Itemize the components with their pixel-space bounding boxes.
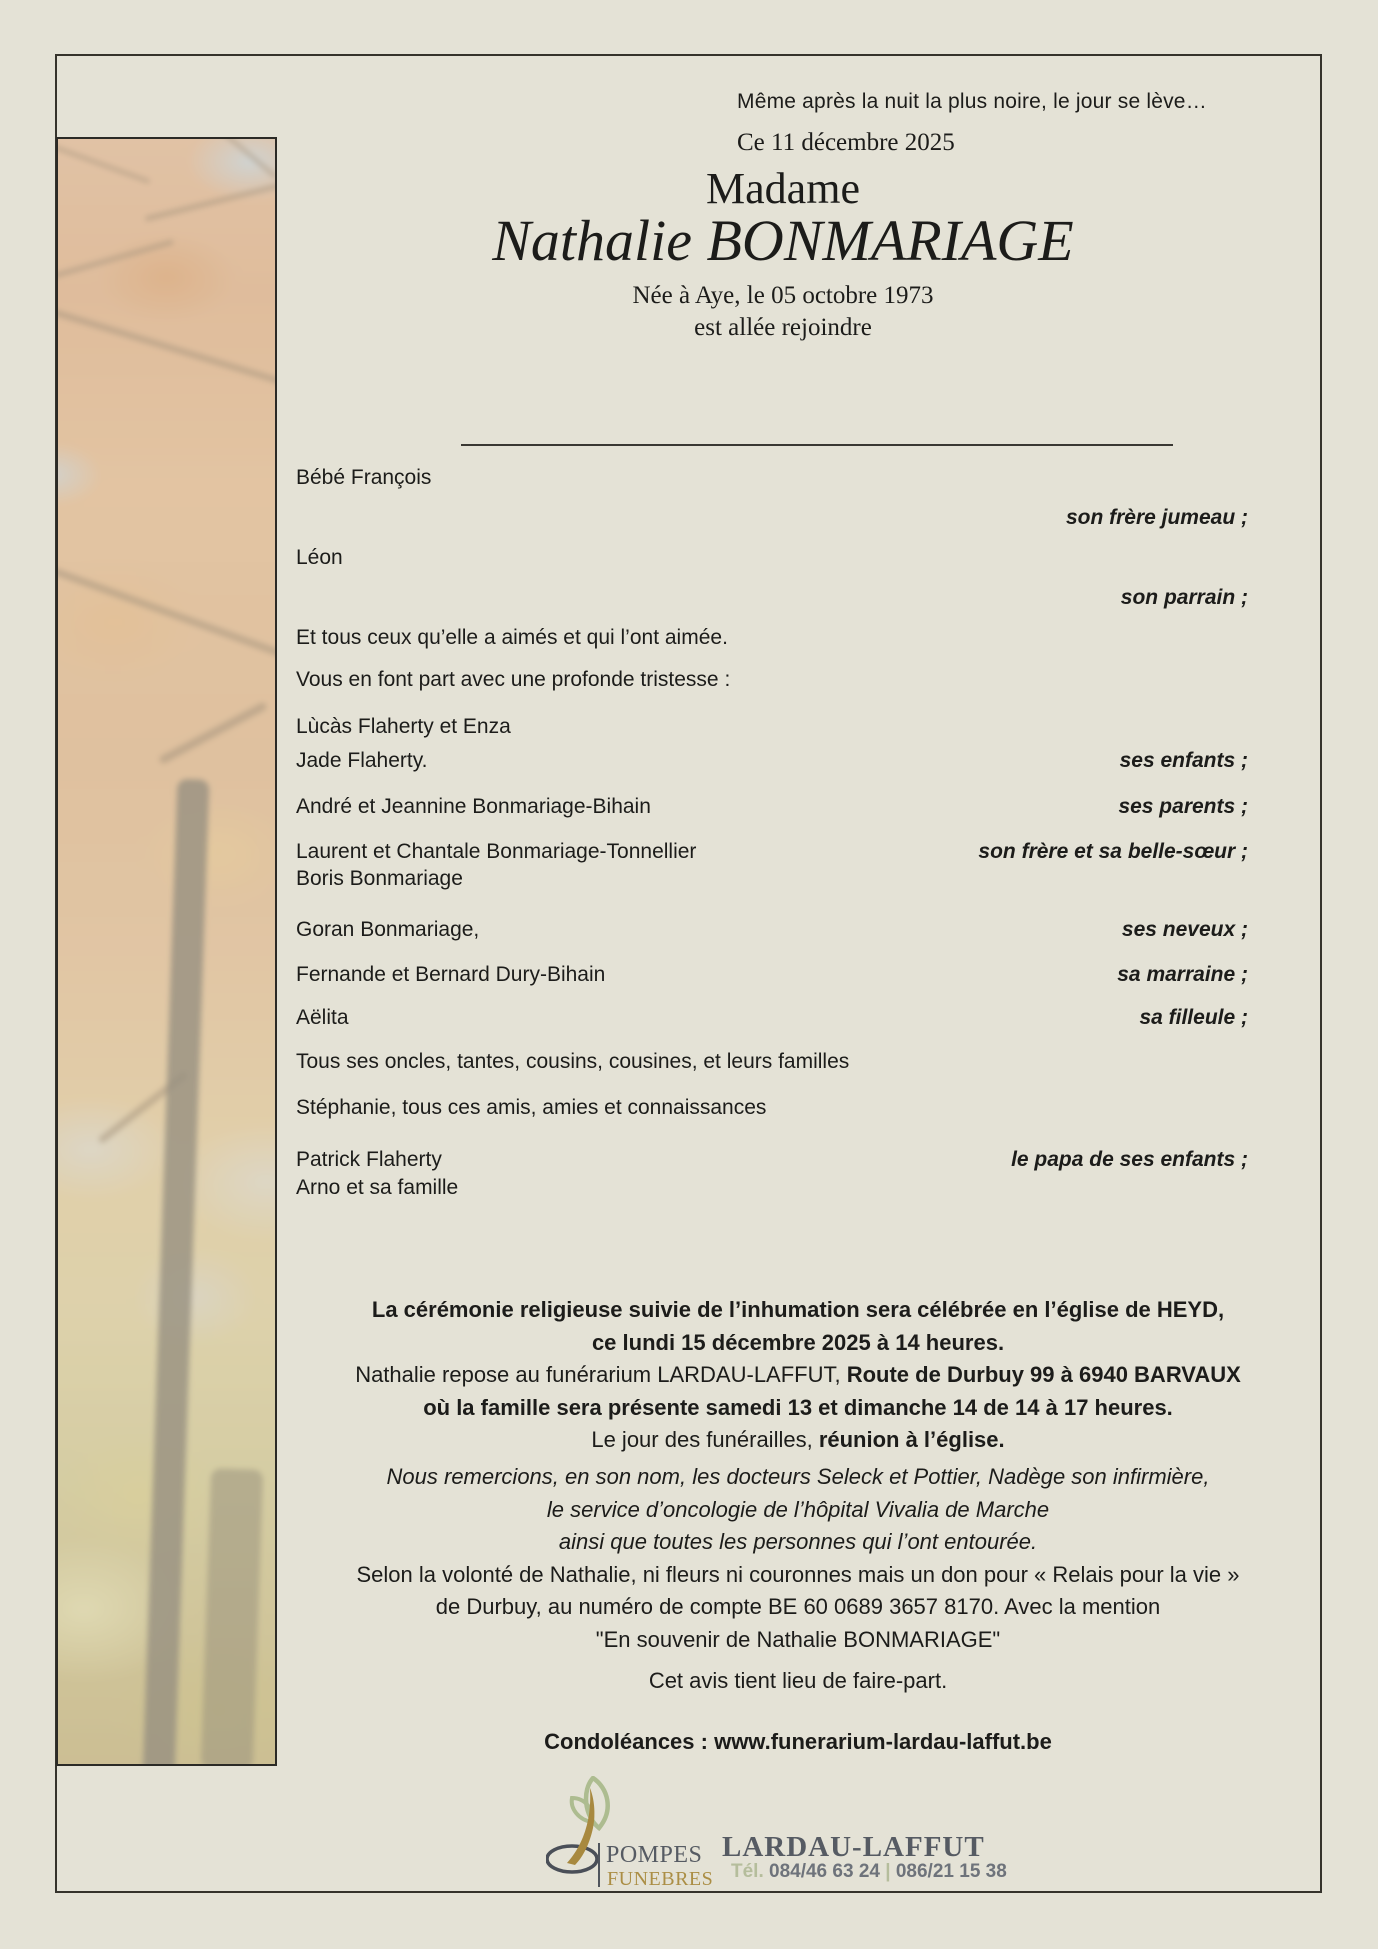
birth-line: Née à Aye, le 05 octobre 1973 xyxy=(632,282,934,309)
family-line xyxy=(296,581,1248,615)
family-line xyxy=(296,1091,1248,1125)
family-line xyxy=(296,1001,1248,1035)
phone-label: Tél. xyxy=(731,1861,764,1882)
family-line xyxy=(296,663,1248,697)
logo-funebres-label: FUNEBRES xyxy=(607,1868,714,1890)
ceremony-text: Le jour des funérailles, xyxy=(591,1427,819,1453)
family-name-text: Bébé François xyxy=(296,466,432,489)
ceremony-line: ce lundi 15 décembre 2025 à 14 heures. xyxy=(591,1329,1005,1355)
family-line xyxy=(296,790,1248,824)
honorific: Madame xyxy=(706,164,860,213)
family-line xyxy=(296,710,1248,744)
opening-quote: Même après la nuit la plus noire, le jour se lève… xyxy=(737,90,1207,113)
family-name-text: Léon xyxy=(296,546,343,569)
family-line xyxy=(296,862,1248,896)
family-line xyxy=(296,621,1248,655)
relation-label: sa filleule ; xyxy=(1139,1006,1248,1029)
relation-label: son parrain ; xyxy=(1120,586,1248,609)
family-name-text: Fernande et Bernard Dury-Bihain xyxy=(296,963,606,986)
thanks-line: ainsi que toutes les personnes qui l’ont entourée. xyxy=(558,1529,1038,1555)
ceremony-text-bold: Route de Durbuy 99 à 6940 BARVAUX xyxy=(846,1362,1241,1388)
relation-label: son frère jumeau ; xyxy=(1065,506,1248,529)
family-name-text: Tous ses oncles, tantes, cousins, cousines, et leurs familles xyxy=(296,1050,850,1073)
relation-label: le papa de ses enfants ; xyxy=(1011,1148,1248,1171)
logo-pompes-label: POMPES xyxy=(606,1842,703,1868)
family-line xyxy=(296,913,1248,947)
phone-number-2: 086/21 15 38 xyxy=(895,1861,1007,1882)
family-name-text: Jade Flaherty. xyxy=(296,749,428,772)
family-name-text: Patrick Flaherty xyxy=(296,1148,442,1171)
family-name-text: Lùcàs Flaherty et Enza xyxy=(296,715,511,738)
family-name-text: André et Jeannine Bonmariage-Bihain xyxy=(296,795,651,818)
ceremony-line: Cet avis tient lieu de faire-part. xyxy=(648,1667,948,1693)
relation-label: ses neveux ; xyxy=(1121,918,1248,941)
family-line xyxy=(296,1045,1248,1079)
relation-label: son frère et sa belle-sœur ; xyxy=(978,840,1248,863)
phone-number-1: 084/46 63 24 xyxy=(769,1861,880,1882)
divider-line xyxy=(461,444,1173,446)
family-line xyxy=(296,958,1248,992)
family-name-text: Goran Bonmariage, xyxy=(296,918,480,941)
ceremony-line: où la famille sera présente samedi 13 et dimanche 14 de 14 à 17 heures. xyxy=(423,1394,1173,1420)
ceremony-line: La cérémonie religieuse suivie de l’inhumation sera célébrée en l’église de HEYD, xyxy=(371,1297,1225,1322)
ceremony-text: Nathalie repose au funérarium LARDAU-LAFFUT, xyxy=(355,1362,847,1388)
logo-divider-line xyxy=(598,1843,600,1887)
ceremony-notice xyxy=(278,1294,1318,1697)
family-line xyxy=(296,541,1248,575)
family-line xyxy=(296,501,1248,535)
family-name-text: Arno et sa famille xyxy=(296,1176,459,1199)
ceremony-text-bold: réunion à l’église. xyxy=(818,1427,1005,1453)
family-name-text: Boris Bonmariage xyxy=(296,867,463,890)
joined-line: est allée rejoindre xyxy=(694,314,872,341)
autumn-trees-photo xyxy=(56,137,277,1766)
family-line xyxy=(296,461,1248,495)
thanks-line: le service d’oncologie de l’hôpital Vivalia de Marche xyxy=(546,1496,1050,1522)
photo-wash-overlay xyxy=(58,139,275,1764)
family-name-text: Aëlita xyxy=(296,1006,349,1029)
ceremony-line xyxy=(278,1359,1318,1392)
condolences-line: Condoléances : www.funerarium-lardau-laffut.be xyxy=(544,1729,1052,1754)
thanks-line: Nous remercions, en son nom, les docteurs Seleck et Pottier, Nadège son infirmière, xyxy=(386,1463,1210,1489)
ceremony-line xyxy=(278,1424,1318,1457)
date-line: Ce 11 décembre 2025 xyxy=(737,129,955,156)
deceased-name: Nathalie BONMARIAGE xyxy=(492,208,1074,273)
family-name-text: Et tous ceux qu’elle a aimés et qui l’ont aimée. xyxy=(296,626,728,649)
ceremony-line: de Durbuy, au numéro de compte BE 60 0689 3657 8170. Avec la mention xyxy=(435,1594,1161,1620)
family-line xyxy=(296,744,1248,778)
phone-line xyxy=(731,1861,1007,1883)
ceremony-line: "En souvenir de Nathalie BONMARIAGE" xyxy=(595,1626,1001,1652)
ceremony-line: Selon la volonté de Nathalie, ni fleurs ni couronnes mais un don pour « Relais pour la vie » xyxy=(356,1561,1240,1587)
phone-separator: | xyxy=(885,1861,891,1882)
family-name-text: Vous en font part avec une profonde tristesse : xyxy=(296,668,731,691)
family-line xyxy=(296,1171,1248,1205)
funeral-home-name: LARDAU-LAFFUT xyxy=(722,1831,985,1863)
family-name-text: Stéphanie, tous ces amis, amies et connaissances xyxy=(296,1096,767,1119)
relation-label: ses enfants ; xyxy=(1119,749,1248,772)
relation-label: ses parents ; xyxy=(1118,795,1248,818)
relation-label: sa marraine ; xyxy=(1117,963,1248,986)
family-name-text: Laurent et Chantale Bonmariage-Tonnellier xyxy=(296,840,697,863)
